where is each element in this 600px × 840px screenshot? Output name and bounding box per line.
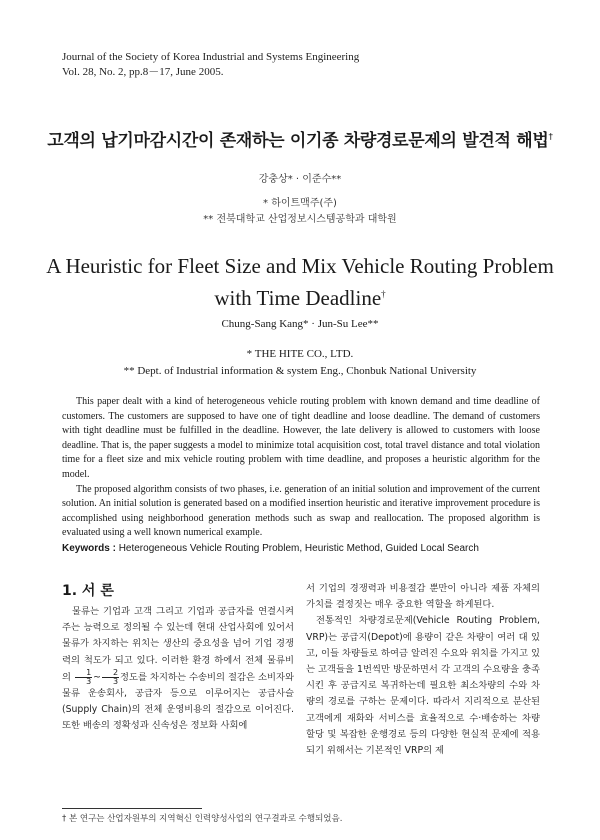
journal-volume: Vol. 28, No. 2, pp.8－17, June 2005. xyxy=(62,66,224,78)
section-title: 1. 서 론 xyxy=(62,583,114,599)
fraction-2-denominator: 3 xyxy=(112,676,119,686)
korean-title xyxy=(0,126,600,151)
english-affiliation-2: ** Dept. of Industrial information & system Eng., Chonbuk National University xyxy=(123,365,477,377)
fraction-one-third xyxy=(75,669,92,686)
english-title-mark: † xyxy=(381,289,386,299)
journal-header xyxy=(62,50,359,80)
korean-affiliation-2: ** 전북대학교 산업정보시스템공학과 대학원 xyxy=(203,214,397,225)
footnote-divider xyxy=(62,808,202,809)
fraction-1-numerator: 1 xyxy=(75,669,92,678)
left-paragraph-part-a: 물류는 기업과 고객 그리고 기업과 공급자를 연결시켜 주는 능력으로 정의될 수 있는데 현대 산업사회에 있어서 물류가 차지하는 위치는 생산의 중요성을 넘어 기업 경쟁력의 척도가 되고 있다. 이러한 환경 하에서 전체 물류비의 xyxy=(62,606,294,683)
english-title-line-1: A Heuristic for Fleet Size and Mix Vehicle Routing Problem xyxy=(46,254,554,278)
fraction-1-denominator: 3 xyxy=(86,676,92,686)
abstract-paragraph-2: The proposed algorithm consists of two phases, i.e. generation of an initial solution and improvement of the current solution. An initial solution is generated based on a modified insertion heuristic and iterative improvement procedure is accomplished using neighborhood generation methods such as swap and reallocation. The proposed algorithm is evaluated using a well known numerical example. xyxy=(62,483,540,539)
korean-affiliation-1: * 하이트맥주(주) xyxy=(263,198,337,209)
english-title-line-2-wrap xyxy=(40,280,560,312)
right-paragraph-2: 전통적인 차량경로문제(Vehicle Routing Problem, VRP)는 공급지(Depot)에 용량이 같은 차량이 여러 대 있고, 이들 차량들로 하여금 알려진 수요와 위치를 가지고 있는 고객들을 1번씩만 방문하면서 각 고객의 수요량을 충족시킨 후 공급지로 복귀하는데 필요한 최소차량의 수와 차량의 경로를 구하는 문제이다. 따라서 지리적으로 분산된 고객에게 재화와 서비스를 효율적으로 수·배송하는 차량 할당 및 복잡한 운행경로 등의 다양한 현실적 문제에 적용되기 위해서는 기본적인 VRP의 제 xyxy=(306,615,540,757)
right-paragraph-1: 서 기업의 경쟁력과 비용절감 뿐만이 아니라 제품 자체의 가치를 결정짓는 매우 중요한 역할을 하게된다. xyxy=(306,583,540,611)
fraction-tilde: ~ xyxy=(93,671,101,683)
english-title xyxy=(40,252,560,312)
left-paragraph-part-b: 정도를 차지하는 수송비의 절감은 소비자와 물류 운송회사, 공급자 등으로 이루어지는 공급사슬(Supply Chain)의 전체 운영비용의 절감으로 이어진다. 또한 배송의 정확성과 신속성은 정보화 사회에 xyxy=(62,671,294,732)
english-title-line-2: with Time Deadline xyxy=(214,286,382,310)
keywords-text: Heterogeneous Vehicle Routing Problem, Heuristic Method, Guided Local Search xyxy=(118,543,479,554)
keywords xyxy=(62,543,540,554)
english-authors: Chung-Sang Kang* · Jun-Su Lee** xyxy=(221,318,379,330)
left-paragraph xyxy=(62,604,294,735)
english-affiliation-1: * THE HITE CO., LTD. xyxy=(246,348,354,360)
body-right-column xyxy=(306,581,540,759)
footnote: † 본 연구는 산업자원부의 지역혁신 인력양성사업의 연구결과로 수행되었음. xyxy=(62,814,343,824)
korean-authors: 강충상* · 이준수** xyxy=(258,174,342,185)
korean-title-text: 고객의 납기마감시간이 존재하는 이기종 차량경로문제의 발견적 해법 xyxy=(47,131,549,151)
korean-title-mark: † xyxy=(548,132,553,143)
abstract xyxy=(62,395,540,541)
fraction-two-thirds xyxy=(102,669,119,686)
abstract-paragraph-1: This paper dealt with a kind of heterogeneous vehicle routing problem with known demand and time deadline of customers. The customers are supposed to have one of tight deadline and loose deadline. The demand of customers with tight deadline must be fulfilled in the deadline. However, the late delivery is allowed to customers with loose deadline. That is, the paper suggests a model to minimize total acquisition cost, total travel distance and total violation time for a fleet size and mix vehicle routing problem with time deadline, and proposes a heuristic algorithm for the model. xyxy=(62,396,540,480)
body-left-column xyxy=(62,604,294,735)
fraction-2-numerator: 2 xyxy=(102,669,119,678)
keywords-label: Keywords : xyxy=(62,543,116,554)
journal-name: Journal of the Society of Korea Industrial and Systems Engineering xyxy=(62,51,360,63)
